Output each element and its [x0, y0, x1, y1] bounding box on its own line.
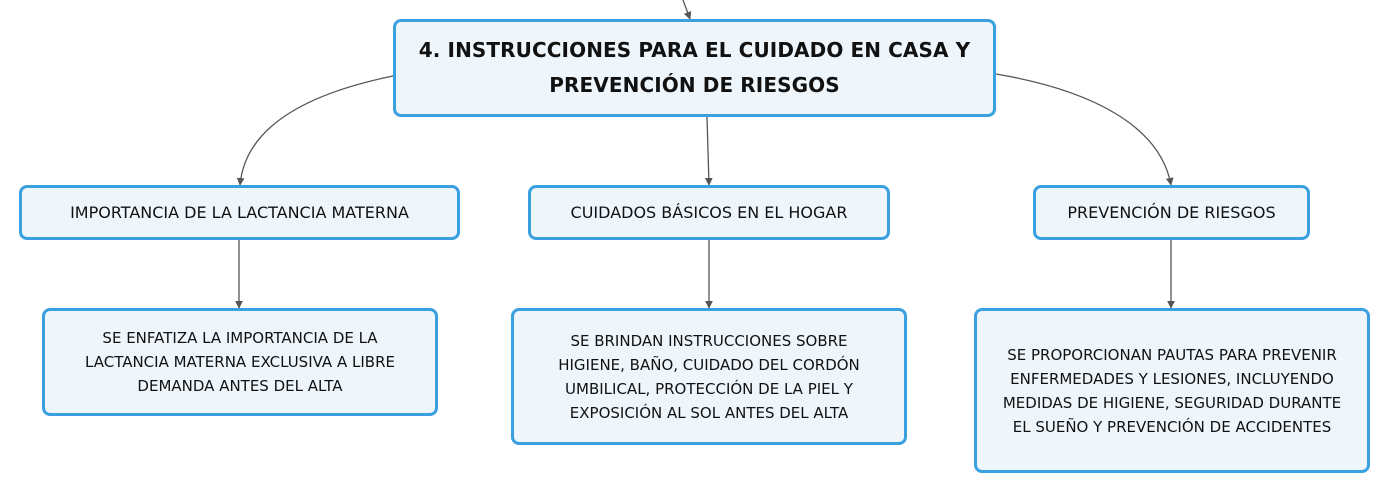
- topic-node-cuidados[interactable]: [528, 185, 890, 240]
- detail-cuidados-line-2: HIGIENE, BAÑO, CUIDADO DEL CORDÓN: [558, 355, 860, 374]
- detail-node-prevencion[interactable]: [974, 308, 1370, 473]
- main-topic-line-2: PREVENCIÓN DE RIESGOS: [549, 73, 840, 97]
- topic-label-prevencion: PREVENCIÓN DE RIESGOS: [1067, 203, 1276, 222]
- main-topic-line-1: 4. INSTRUCCIONES PARA EL CUIDADO EN CASA Y: [418, 38, 971, 62]
- detail-prevencion-line-2: ENFERMEDADES Y LESIONES, INCLUYENDO: [1010, 369, 1334, 388]
- detail-lactancia-line-2: LACTANCIA MATERNA EXCLUSIVA A LIBRE: [85, 353, 395, 371]
- detail-cuidados-line-1: SE BRINDAN INSTRUCCIONES SOBRE: [570, 331, 848, 350]
- connector-main-to-topic-2: [707, 117, 709, 185]
- main-topic-node[interactable]: [393, 19, 996, 117]
- connector-main-to-topic-3: [996, 74, 1171, 185]
- topic-label-cuidados: CUIDADOS BÁSICOS EN EL HOGAR: [570, 203, 848, 222]
- connector-parent-to-main: [683, 0, 690, 19]
- topic-label-lactancia: IMPORTANCIA DE LA LACTANCIA MATERNA: [70, 203, 409, 222]
- topic-node-lactancia[interactable]: [19, 185, 460, 240]
- detail-lactancia-line-3: DEMANDA ANTES DEL ALTA: [137, 377, 343, 395]
- detail-cuidados-line-4: EXPOSICIÓN AL SOL ANTES DEL ALTA: [569, 403, 849, 422]
- detail-lactancia-line-1: SE ENFATIZA LA IMPORTANCIA DE LA: [102, 329, 378, 347]
- detail-node-cuidados[interactable]: [511, 308, 907, 445]
- detail-prevencion-line-4: EL SUEÑO Y PREVENCIÓN DE ACCIDENTES: [1012, 417, 1332, 436]
- topic-node-prevencion[interactable]: [1033, 185, 1310, 240]
- detail-prevencion-line-3: MEDIDAS DE HIGIENE, SEGURIDAD DURANTE: [1002, 393, 1342, 412]
- detail-cuidados-line-3: UMBILICAL, PROTECCIÓN DE LA PIEL Y: [565, 379, 853, 398]
- connector-main-to-topic-1: [240, 76, 393, 185]
- detail-node-lactancia[interactable]: [42, 308, 438, 416]
- detail-prevencion-line-1: SE PROPORCIONAN PAUTAS PARA PREVENIR: [1007, 345, 1337, 364]
